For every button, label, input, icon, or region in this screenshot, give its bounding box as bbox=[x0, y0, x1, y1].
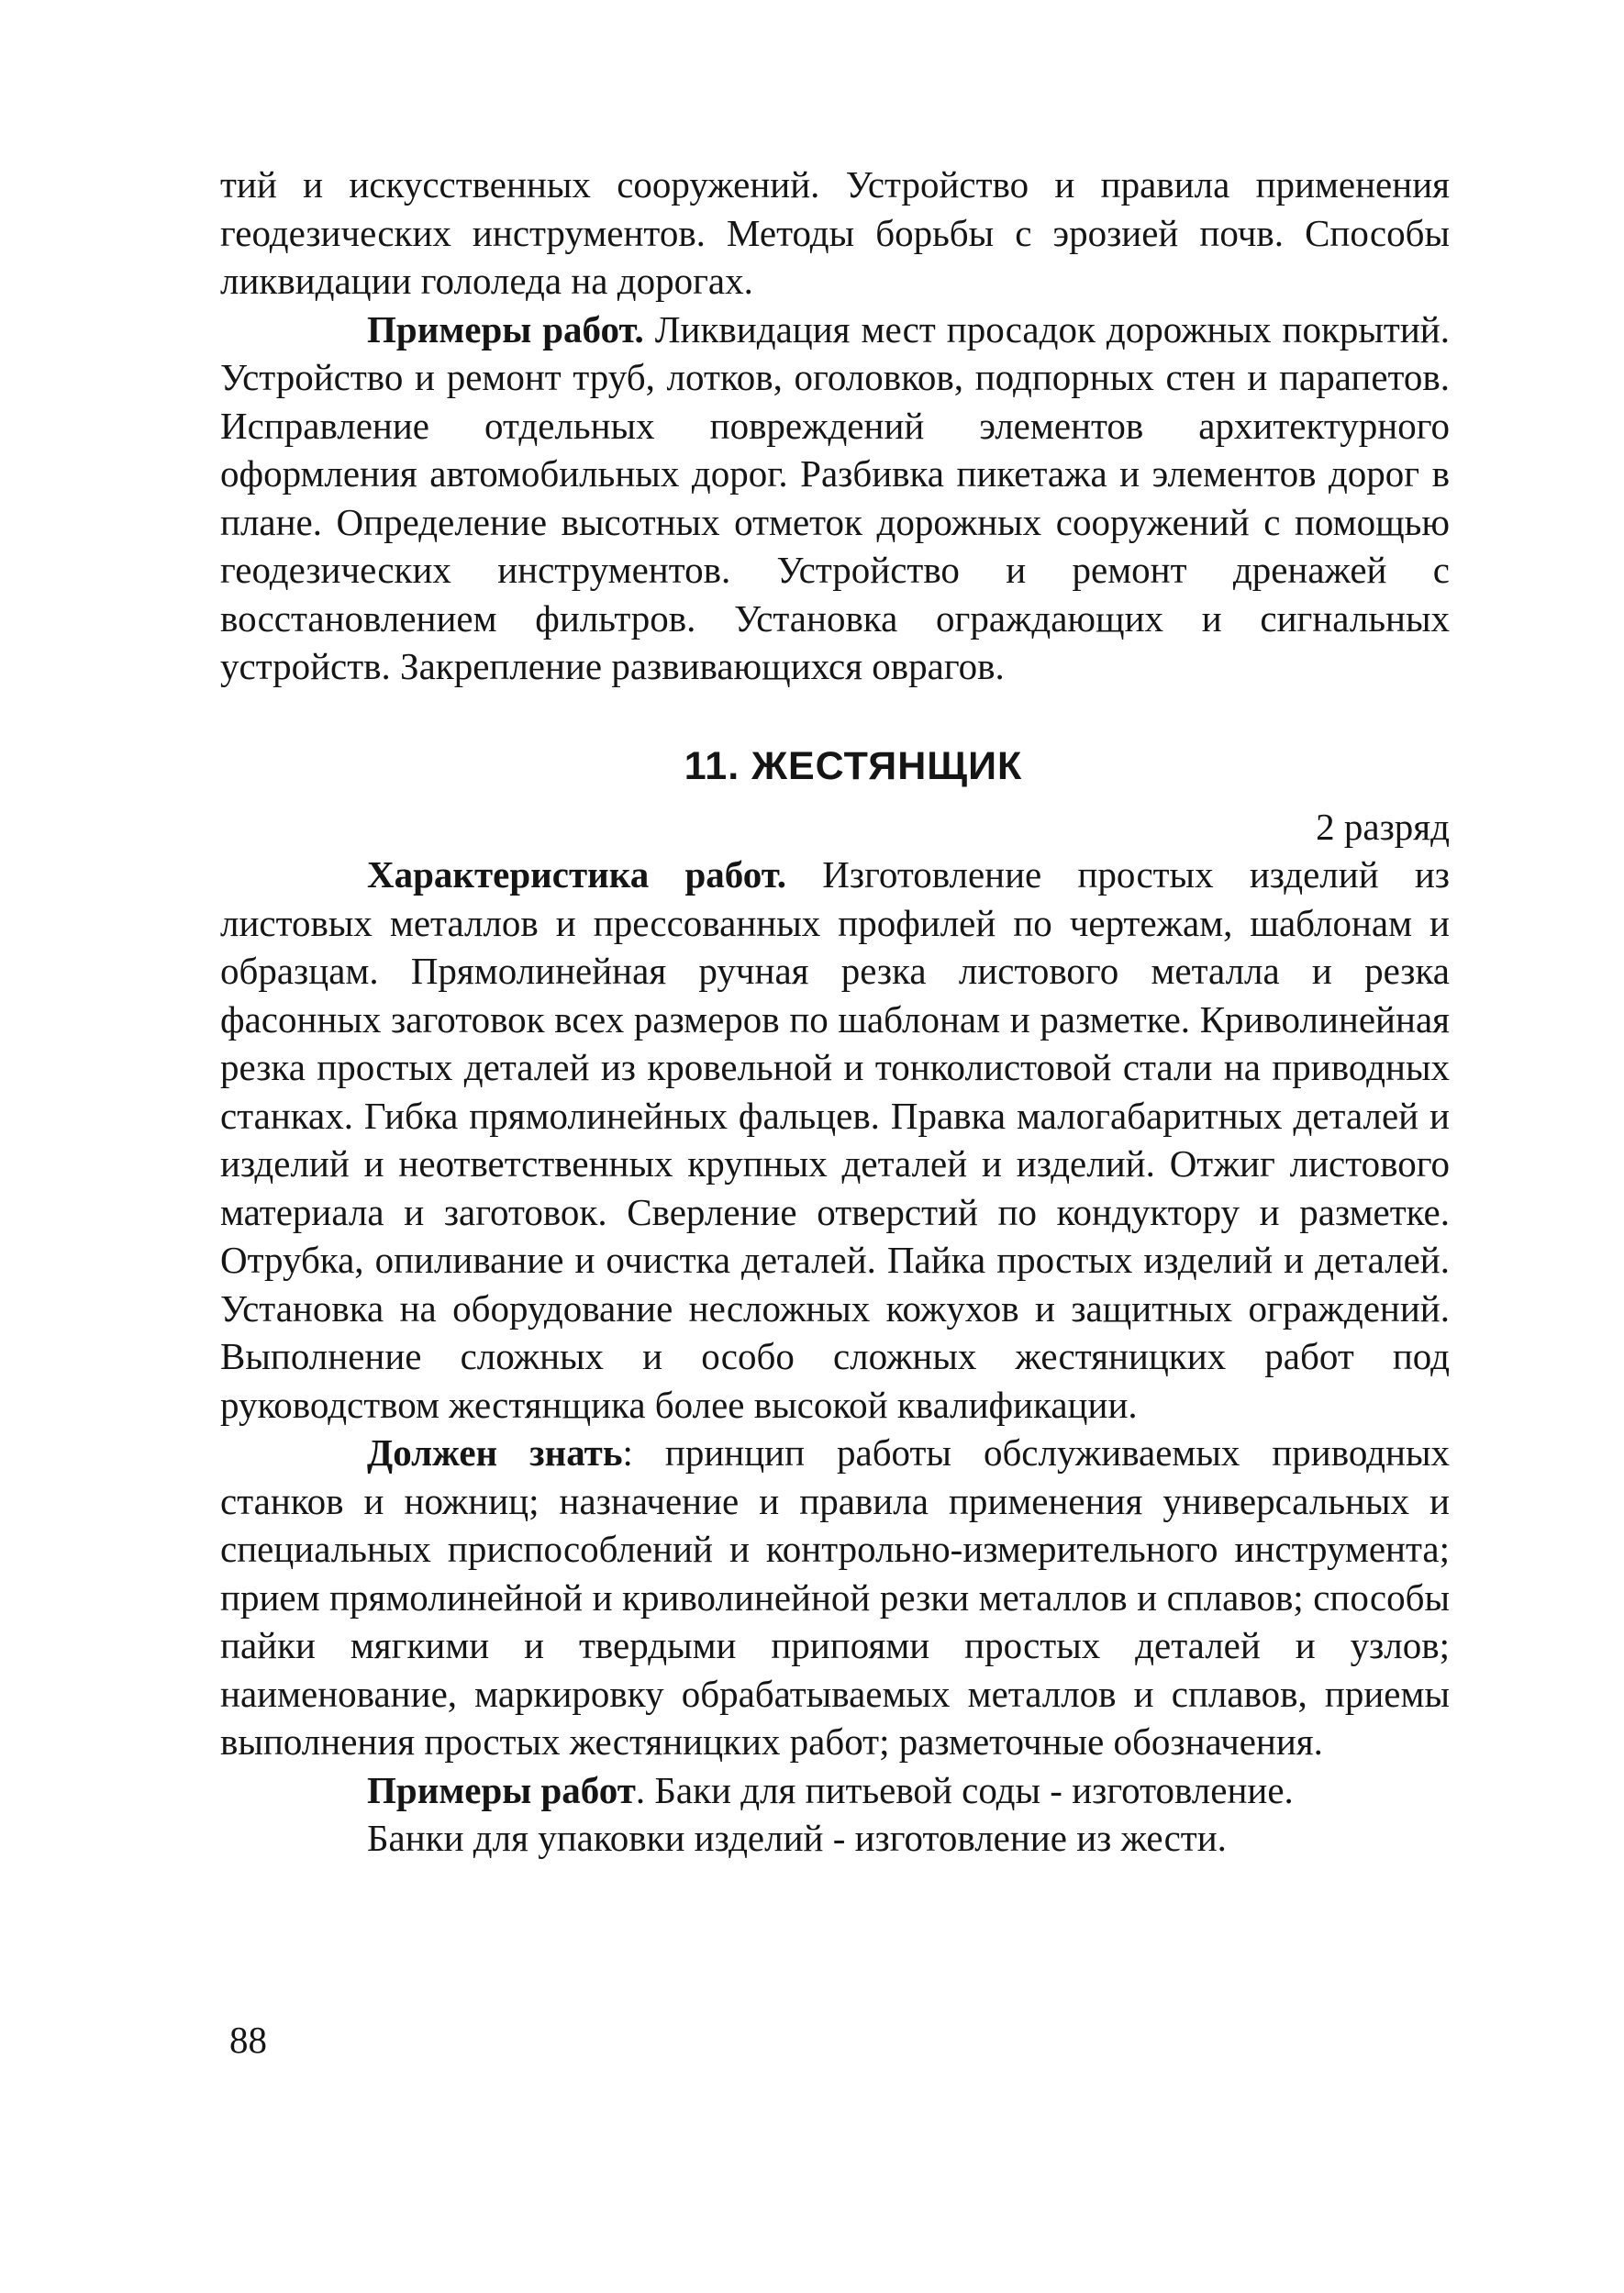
document-page bbox=[220, 161, 1450, 1863]
must-know-label: Должен знать bbox=[367, 1431, 623, 1474]
examples-paragraph-tinsmith bbox=[220, 1766, 1450, 1815]
examples-tinsmith-line-1: . Баки для питьевой соды - изготовление. bbox=[635, 1768, 1294, 1811]
examples-text: Ликвидация мест просадок дорожных покрытий. Устройство и ремонт труб, лотков, оголовков, подпорных стен и парапетов. Исправление отдельных повреждений элементов архитектурного оформления автомобильных дорог. Разбивка пикетажа и элементов дорог в плане. Определение высотных отметок дорожных сооружений с помощью геодезических инструментов. Устройство и ремонт дренажей с восстановлением фильтров. Установка ограждающих и сигнальных устройств. Закрепление развивающихся оврагов. bbox=[220, 307, 1450, 687]
must-know-text: : принцип работы обслуживаемых приводных станков и ножниц; назначение и правила применения универсальных и специальных приспособлений и контрольно-измерительного инструмента; прием прямолинейной и криволинейной резки металлов и сплавов; способы пайки мягкими и твердыми припоями простых деталей и узлов; наименование, маркировку обрабатываемых металлов и сплавов, приемы выполнения простых жестяницких работ; разметочные обозначения. bbox=[220, 1431, 1450, 1763]
characteristics-paragraph bbox=[220, 851, 1450, 1429]
grade-label: 2 разряд bbox=[1316, 805, 1450, 848]
continued-paragraph: тий и искусственных сооружений. Устройство и правила применения геодезических инструментов. Методы борьбы с эрозией почв. Способы ликвидации гололеда на дорогах. bbox=[220, 163, 1450, 302]
examples-tinsmith-line-2: Банки для упаковки изделий - изготовление из жести. bbox=[367, 1817, 1227, 1859]
must-know-paragraph bbox=[220, 1429, 1450, 1766]
section-title: 11. ЖЕСТЯНЩИК bbox=[684, 743, 1023, 788]
examples-tinsmith-label: Примеры работ bbox=[367, 1768, 636, 1811]
examples-paragraph-road-works bbox=[220, 306, 1450, 691]
characteristics-label: Характеристика работ. bbox=[367, 853, 787, 896]
examples-label: Примеры работ. bbox=[367, 307, 644, 351]
characteristics-text: Изготовление простых изделий из листовых металлов и прессованных профилей по чертежам, шаблонам и образцам. Прямолинейная ручная резка листового металла и резка фасонных заготовок всех размеров по шаблонам и разметке. Криволинейная резка простых деталей из кровельной и тонколистовой стали на приводных станках. Гибка прямолинейных фальцев. Правка малогабаритных деталей и изделий и неответственных крупных деталей и изделий. Отжиг листового материала и заготовок. Сверление отверстий по кондуктору и разметке. Отрубка, опиливание и очистка деталей. Пайка простых изделий и деталей. Установка на оборудование несложных кожухов и защитных ограждений. Выполнение сложных и особо сложных жестяницких работ под руководством жестянщика более высокой квалификации. bbox=[220, 853, 1450, 1426]
page-number: 88 bbox=[229, 2019, 267, 2061]
